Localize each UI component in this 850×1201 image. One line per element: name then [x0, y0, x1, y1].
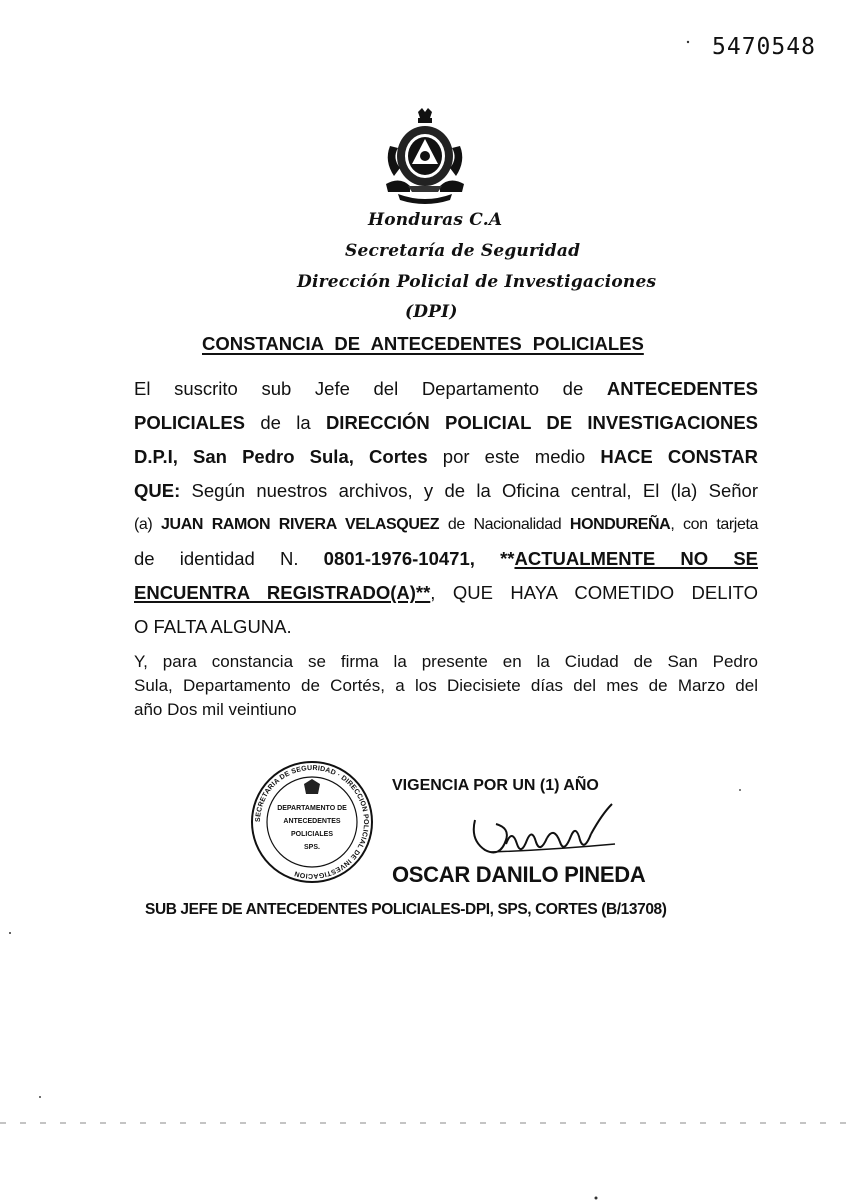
- seal-line-3: POLICIALES: [290, 831, 334, 838]
- body-line: [134, 542, 758, 576]
- closing-line: año Dos mil veintiuno: [134, 700, 297, 719]
- body-line: [134, 610, 758, 644]
- body-bold-text: POLICIALES: [134, 412, 246, 433]
- header-directorate: Dirección Policial de Investigaciones: [297, 272, 657, 292]
- document-title: CONSTANCIA DE ANTECEDENTES POLICIALES: [202, 333, 644, 354]
- identity-number: 0801-1976-10471,: [323, 548, 475, 569]
- body-text: por este medio: [442, 446, 586, 467]
- header-acronym: (DPI): [405, 302, 458, 322]
- body-text: de Nacionalidad: [447, 516, 562, 533]
- signatory-title: SUB JEFE DE ANTECEDENTES POLICIALES-DPI, SPS, CORTES (B/13708): [145, 901, 667, 918]
- certificate-body: [134, 372, 758, 644]
- body-text: de identidad N.: [134, 548, 299, 569]
- body-line: [134, 508, 758, 542]
- closing-paragraph: [134, 650, 758, 722]
- body-bold-text: QUE:: [134, 480, 181, 501]
- body-text: , QUE HAYA COMETIDO DELITO: [430, 582, 758, 603]
- body-text: (a): [134, 516, 153, 533]
- honduras-coat-of-arms-icon: [380, 106, 470, 206]
- closing-line: Sula, Departamento de Cortés, a los Diecisiete días del mes de Marzo del: [134, 676, 758, 695]
- validity-notice: VIGENCIA POR UN (1) AÑO: [392, 777, 599, 794]
- body-line: [134, 406, 758, 440]
- record-status: ENCUENTRA REGISTRADO(A)**: [134, 582, 431, 603]
- seal-line-4: SPS.: [304, 844, 320, 851]
- handwritten-signature: [470, 800, 620, 860]
- record-status: ACTUALMENTE NO SE: [514, 548, 759, 569]
- body-bold-text: HACE CONSTAR: [600, 446, 759, 467]
- seal-line-2: ANTECEDENTES: [283, 818, 341, 825]
- closing-line: Y, para constancia se firma la presente en la Ciudad de San Pedro: [134, 652, 758, 671]
- person-name: JUAN RAMON RIVERA VELASQUEZ: [161, 516, 440, 533]
- body-text: de la: [260, 412, 311, 433]
- body-line: [134, 440, 758, 474]
- body-line: [134, 474, 758, 508]
- nationality: HONDUREÑA: [569, 516, 671, 533]
- body-text: El suscrito sub Jefe del Departamento de: [134, 378, 584, 399]
- serial-number: 5470548: [712, 34, 816, 60]
- body-text: , con tarjeta: [670, 516, 759, 533]
- seal-line-1: DEPARTAMENTO DE: [277, 805, 347, 812]
- body-bold-text: ANTECEDENTES: [606, 378, 759, 399]
- body-bold-text: D.P.I, San Pedro Sula, Cortes: [134, 446, 428, 467]
- body-text: O FALTA ALGUNA.: [134, 616, 292, 637]
- seal-ring-text: SECRETARIA DE SEGURIDAD · DIRECCION POLICIAL DE INVESTIGACION: [254, 764, 370, 880]
- signatory-name: OSCAR DANILO PINEDA: [392, 862, 646, 887]
- body-bold-text: DIRECCIÓN POLICIAL DE INVESTIGACIONES: [325, 412, 759, 433]
- body-text: Según nuestros archivos, y de la Oficina central, El (la) Señor: [191, 480, 758, 501]
- official-seal-stamp: [250, 760, 374, 884]
- body-line: [134, 576, 758, 610]
- header-country: Honduras C.A: [368, 210, 503, 230]
- body-line: [134, 372, 758, 406]
- header-ministry: Secretaría de Seguridad: [345, 241, 581, 261]
- body-bold-text: **: [500, 548, 515, 569]
